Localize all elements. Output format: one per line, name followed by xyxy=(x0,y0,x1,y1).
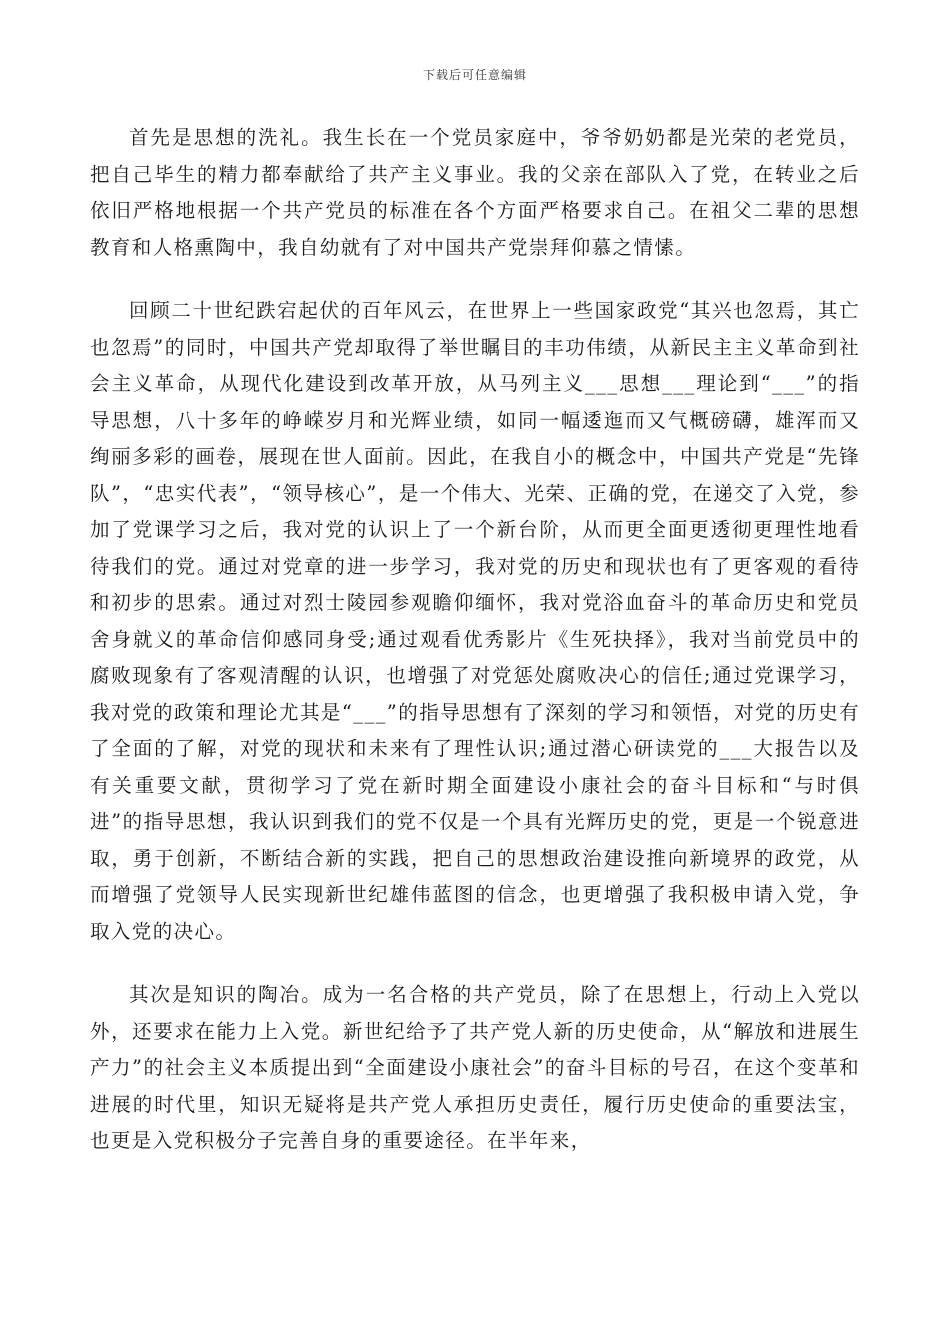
paragraph-ideological-baptism: 首先是思想的洗礼。我生长在一个党员家庭中，爷爷奶奶都是光荣的老党员，把自己毕生的精力都奉献给了共产主义事业。我的父亲在部队入了党，在转业之后依旧严格地根据一个共产党员的标准在各个方面严格要求自己。在祖父二辈的思想教育和人格熏陶中，我自幼就有了对中国共产党崇拜仰慕之情愫。 xyxy=(90,126,860,259)
paragraph-knowledge-cultivation: 其次是知识的陶冶。成为一名合格的共产党员，除了在思想上，行动上入党以外，还要求在能力上入党。新世纪给予了共产党人新的历史使命，从“解放和进展生产力”的社会主义本质提出到“全面建设小康社会”的奋斗目标的号召，在这个变革和进展的时代里，知识无疑将是共产党人承担历史责任，履行历史使命的重要法宝，也更是入党积极分子完善自身的重要途径。在半年来， xyxy=(90,983,860,1152)
paragraph-century-review: 回顾二十世纪跌宕起伏的百年风云，在世界上一些国家政党“其兴也忽焉，其亡也忽焉”的同时，中国共产党却取得了举世瞩目的丰功伟绩，从新民主主义革命到社会主义革命，从现代化建设到改革开放，从马列主义___思想___理论到“___”的指导思想，八十多年的峥嵘岁月和光辉业绩，如同一幅逶迤而又气概磅礴，雄浑而又绚丽多彩的画卷，展现在世人面前。因此，在我自小的概念中，中国共产党是“先锋队”，“忠实代表”，“领导核心”，是一个伟大、光荣、正确的党，在递交了入党，参加了党课学习之后，我对党的认识上了一个新台阶，从而更全面更透彻更理性地看待我们的党。通过对党章的进一步学习，我对党的历史和现状也有了更客观的看待和初步的思索。通过对烈士陵园参观瞻仰缅怀，我对党浴血奋斗的革命历史和党员舍身就义的革命信仰感同身受;通过观看优秀影片《生死抉择》，我对当前党员中的腐败现象有了客观清醒的认识，也增强了对党惩处腐败决心的信任;通过党课学习，我对党的政策和理论尤其是“___”的指导思想有了深刻的学习和领悟，对党的历史有了全面的了解，对党的现状和未来有了理性认识;通过潜心研读党的___大报告以及有关重要文献，贯彻学习了党在新时期全面建设小康社会的奋斗目标和“与时俱进”的指导思想，我认识到我们的党不仅是一个具有光辉历史的党，更是一个锐意进取，勇于创新，不断结合新的实践，把自己的思想政治建设推向新境界的政党，从而增强了党领导人民实现新世纪雄伟蓝图的信念，也更增强了我积极申请入党，争取入党的决心。 xyxy=(90,299,860,943)
document-body xyxy=(90,120,860,1160)
page-header-caption: 下载后可任意编辑 xyxy=(422,68,527,82)
